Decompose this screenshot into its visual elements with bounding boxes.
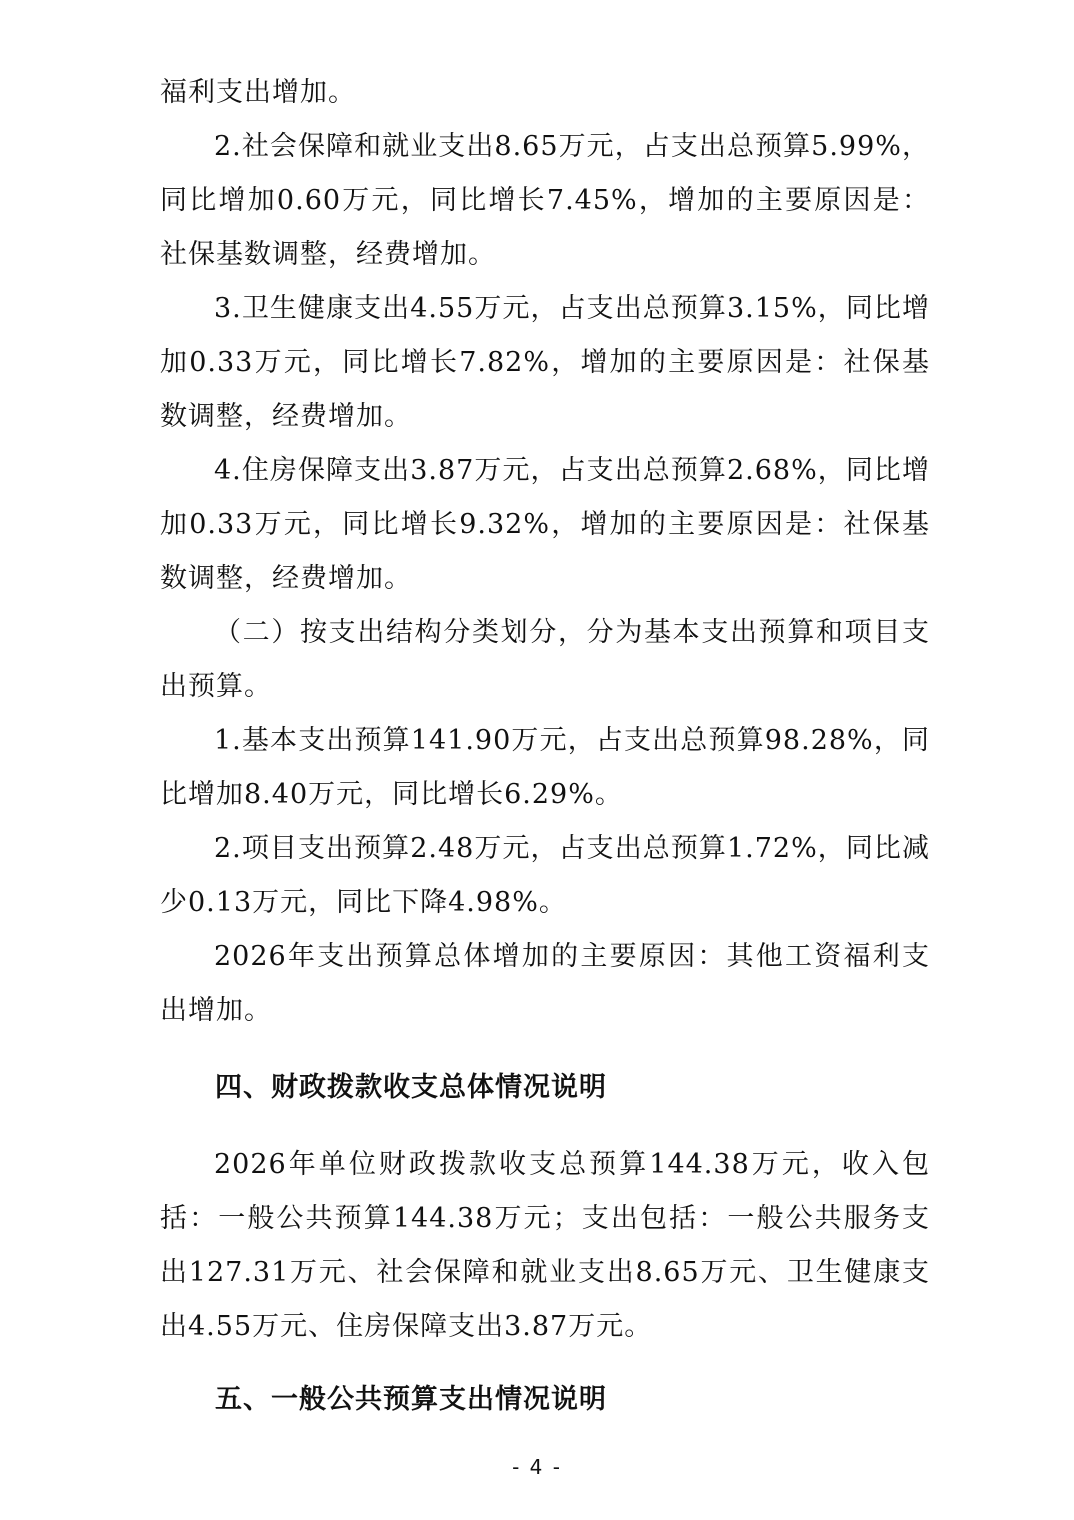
paragraph-expenditure-structure: （二）按支出结构分类划分，分为基本支出预算和项目支出预算。 bbox=[160, 617, 930, 702]
page-number: - 4 - bbox=[512, 1455, 562, 1479]
paragraph-social-security-expenditure: 2.社会保障和就业支出8.65万元，占支出总预算5.99%，同比增加0.60万元，同比增长7.45%，增加的主要原因是：社保基数调整，经费增加。 bbox=[160, 131, 930, 270]
paragraph-basic-expenditure: 1.基本支出预算141.90万元，占支出总预算98.28%，同比增加8.40万元，同比增长6.29%。 bbox=[160, 725, 930, 810]
section-heading-general-budget: 五、一般公共预算支出情况说明 bbox=[215, 1384, 607, 1415]
paragraph-project-expenditure: 2.项目支出预算2.48万元，占支出总预算1.72%，同比减少0.13万元，同比下降4.98%。 bbox=[160, 833, 930, 918]
paragraph-welfare-continuation: 福利支出增加。 bbox=[160, 77, 356, 108]
paragraph-housing-expenditure: 4.住房保障支出3.87万元，占支出总预算2.68%，同比增加0.33万元，同比增长9.32%，增加的主要原因是：社保基数调整，经费增加。 bbox=[160, 455, 930, 594]
section-heading-fiscal-overview: 四、财政拨款收支总体情况说明 bbox=[215, 1072, 607, 1103]
paragraph-increase-reason: 2026年支出预算总体增加的主要原因：其他工资福利支出增加。 bbox=[160, 941, 930, 1026]
paragraph-health-expenditure: 3.卫生健康支出4.55万元，占支出总预算3.15%，同比增加0.33万元，同比增长7.82%，增加的主要原因是：社保基数调整，经费增加。 bbox=[160, 293, 930, 432]
paragraph-fiscal-overview: 2026年单位财政拨款收支总预算144.38万元，收入包括：一般公共预算144.38万元；支出包括：一般公共服务支出127.31万元、社会保障和就业支出8.65万元、卫生健康支出4.55万元、住房保障支出3.87万元。 bbox=[160, 1149, 930, 1342]
